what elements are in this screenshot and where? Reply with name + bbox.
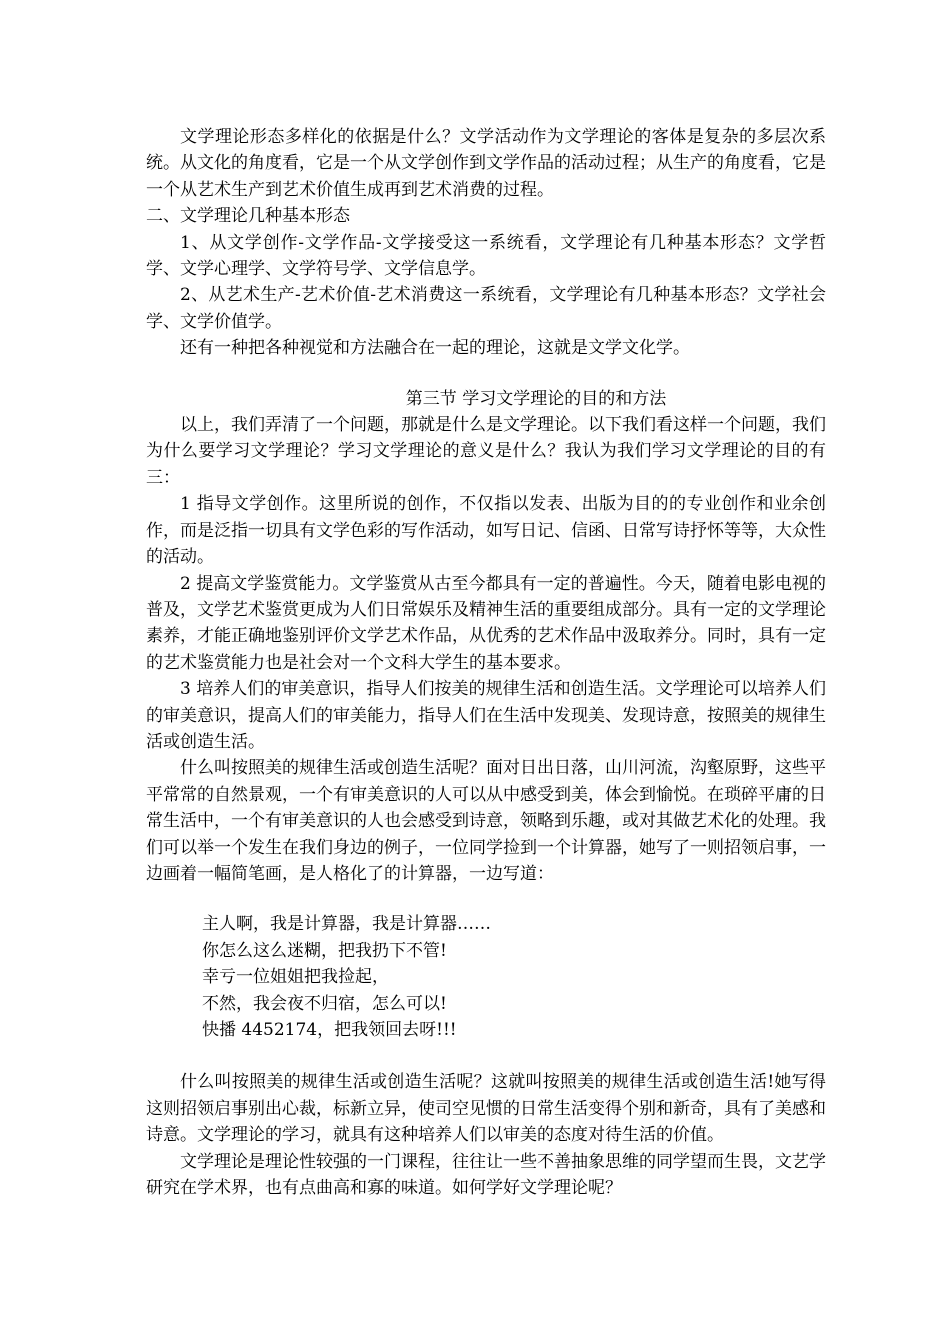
- paragraph-intro: 以上，我们弄清了一个问题，那就是什么是文学理论。以下我们看这样一个问题，我们为什么要学习文学理论？学习文学理论的意义是什么？我认为我们学习文学理论的目的有三：: [146, 415, 826, 488]
- subheading-basic-forms: 二、文学理论几种基本形态: [146, 206, 350, 227]
- paragraph-aim-3: 3 培养人们的审美意识，指导人们按美的规律生活和创造生活。文学理论可以培养人们的审美意识，提高人们的审美能力，指导人们在生活中发现美、发现诗意，按照美的规律生活或创造生活。: [146, 679, 826, 752]
- paragraph-aim-1: 1 指导文学创作。这里所说的创作，不仅指以发表、出版为目的的专业创作和业余创作，而是泛指一切具有文学色彩的写作活动，如写日记、信函、日常写诗抒怀等等，大众性的活动。: [146, 494, 826, 568]
- paragraph-point-3: 还有一种把各种视觉和方法融合在一起的理论，这就是文学文化学。: [180, 338, 690, 359]
- paragraph-point-1: 1、从文学创作-文学作品-文学接受这一系统看，文学理论有几种基本形态？文学哲学、文学心理学、文学符号学、文学信息学。: [146, 232, 826, 280]
- poem-line: 你怎么这么迷糊，把我扔下不管!: [202, 940, 447, 961]
- paragraph-aim-2: 2 提高文学鉴赏能力。文学鉴赏从古至今都具有一定的普遍性。今天，随着电影电视的普及，文学艺术鉴赏更成为人们日常娱乐及精神生活的重要组成部分。具有一定的文学理论素养，才能正确地鉴别评价文学艺术作品，从优秀的艺术作品中汲取养分。同时，具有一定的艺术鉴赏能力也是社会对一个文科大学生的基本要求。: [146, 573, 826, 673]
- poem-line: 幸亏一位姐姐把我捡起，: [202, 967, 389, 988]
- paragraph-last: 文学理论是理论性较强的一门课程，往往让一些不善抽象思维的同学望而生畏，文艺学研究在学术界，也有点曲高和寡的味道。如何学好文学理论呢？: [146, 1151, 826, 1199]
- poem-line: 不然，我会夜不归宿，怎么可以!: [202, 993, 447, 1014]
- poem-line: 主人啊，我是计算器，我是计算器……: [202, 914, 491, 935]
- paragraph-what-is: 什么叫按照美的规律生活或创造生活呢？面对日出日落，山川河流，沟壑原野，这些平平常常的自然景观，一个有审美意识的人可以从中感受到美，体会到愉悦。在琐碎平庸的日常生活中，一个有审美意识的人也会感受到诗意，领略到乐趣，或对其做艺术化的处理。我们可以举一个发生在我们身边的例子，一位同学捡到一个计算器，她写了一则招领启事，一边画着一幅简笔画，是人格化了的计算器，一边写道：: [146, 758, 826, 884]
- section-title: 第三节 学习文学理论的目的和方法: [405, 388, 667, 409]
- poem-block: [146, 911, 826, 1043]
- document-page: [146, 124, 826, 1201]
- paragraph-point-2: 2、从艺术生产-艺术价值-艺术消费这一系统看，文学理论有几种基本形态？文学社会学、文学价值学。: [146, 285, 826, 332]
- paragraph-after-poem: 什么叫按照美的规律生活或创造生活呢？这就叫按照美的规律生活或创造生活!她写得这则招领启事别出心裁，标新立异，使司空见惯的日常生活变得个别和新奇，具有了美感和诗意。文学理论的学习，就具有这种培养人们以审美的态度对待生活的价值。: [146, 1072, 826, 1146]
- poem-line: 快播 4452174，把我领回去呀!!!: [202, 1020, 457, 1040]
- paragraph-forms-basis: 文学理论形态多样化的依据是什么？文学活动作为文学理论的客体是复杂的多层次系统。从文化的角度看，它是一个从文学创作到文学作品的活动过程；从生产的角度看，它是一个从艺术生产到艺术价值生成再到艺术消费的过程。: [146, 127, 826, 200]
